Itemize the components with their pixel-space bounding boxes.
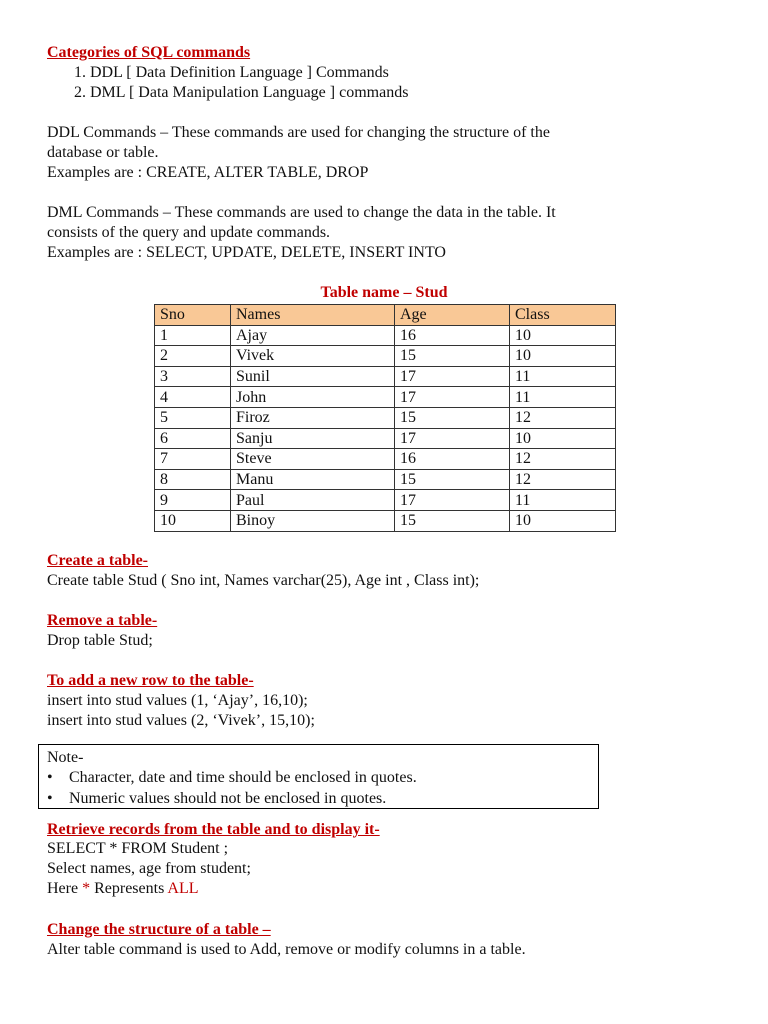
cell-sno: 7 [155,449,231,470]
cell-sno: 3 [155,366,231,387]
cell-name: Steve [231,449,395,470]
categories-heading: Categories of SQL commands [47,44,251,61]
cell-name: Binoy [231,510,395,531]
note-bullet-item [47,768,417,788]
asterisk-text: * [82,880,91,897]
ddl-description-line1: DDL Commands – These commands are used for changing the structure of the [47,124,550,141]
cell-sno: 4 [155,387,231,408]
cell-age: 17 [395,428,510,449]
table-row [155,490,616,511]
table-row [155,346,616,367]
remove-table-heading: Remove a table- [47,612,158,629]
cell-name: Firoz [231,407,395,428]
ddl-examples: Examples are : CREATE, ALTER TABLE, DROP [47,164,369,181]
note-box [38,744,599,809]
column-header-class: Class [510,305,616,326]
all-text: ALL [167,880,199,897]
cell-age: 15 [395,469,510,490]
bullet-icon: • [47,769,53,786]
retrieve-heading: Retrieve records from the table and to display it- [47,821,380,838]
note-bullet-item [47,789,386,809]
cell-class: 10 [510,325,616,346]
ddl-description-line2: database or table. [47,144,159,161]
cell-class: 12 [510,449,616,470]
table-row [155,428,616,449]
cell-sno: 5 [155,407,231,428]
cell-age: 15 [395,346,510,367]
cell-age: 17 [395,366,510,387]
here-text: Here [47,880,83,897]
cell-name: Paul [231,490,395,511]
cell-sno: 1 [155,325,231,346]
column-header-names: Names [231,305,395,326]
cell-sno: 10 [155,510,231,531]
table-row [155,387,616,408]
note-title: Note- [47,749,84,766]
cell-age: 16 [395,325,510,346]
cell-age: 17 [395,387,510,408]
alter-description: Alter table command is used to Add, remove or modify columns in a table. [47,941,526,958]
cell-class: 10 [510,346,616,367]
cell-sno: 9 [155,490,231,511]
retrieve-code-line1: SELECT * FROM Student ; [47,840,229,857]
retrieve-note-line [47,879,199,899]
cell-class: 10 [510,428,616,449]
category-item-ddl: 1. DDL [ Data Definition Language ] Commands [74,64,389,81]
table-row [155,449,616,470]
cell-sno: 2 [155,346,231,367]
stud-table [154,304,616,532]
cell-class: 12 [510,469,616,490]
note-bullet-text: Numeric values should not be enclosed in quotes. [69,790,387,807]
table-header-row [155,305,616,326]
column-header-age: Age [395,305,510,326]
cell-sno: 6 [155,428,231,449]
cell-name: Manu [231,469,395,490]
table-row [155,325,616,346]
cell-class: 10 [510,510,616,531]
dml-examples: Examples are : SELECT, UPDATE, DELETE, INSERT INTO [47,244,446,261]
note-bullet-text: Character, date and time should be enclosed in quotes. [69,769,417,786]
bullet-icon: • [47,790,53,807]
retrieve-code-line2: Select names, age from student; [47,860,251,877]
cell-name: Ajay [231,325,395,346]
alter-heading: Change the structure of a table – [47,921,271,938]
cell-age: 15 [395,407,510,428]
create-table-heading: Create a table- [47,552,148,569]
represents-text: Represents [90,880,168,897]
insert-code-line1: insert into stud values (1, ‘Ajay’, 16,10); [47,692,308,709]
insert-code-line2: insert into stud values (2, ‘Vivek’, 15,10); [47,712,315,729]
table-caption: Table name – Stud [320,284,448,301]
cell-class: 12 [510,407,616,428]
cell-age: 16 [395,449,510,470]
column-header-sno: Sno [155,305,231,326]
table-row [155,510,616,531]
table-row [155,407,616,428]
category-item-dml: 2. DML [ Data Manipulation Language ] commands [74,84,409,101]
cell-name: Vivek [231,346,395,367]
table-row [155,366,616,387]
create-table-code: Create table Stud ( Sno int, Names varchar(25), Age int , Class int); [47,572,480,589]
dml-description-line2: consists of the query and update commands. [47,224,331,241]
cell-age: 17 [395,490,510,511]
cell-age: 15 [395,510,510,531]
cell-name: Sanju [231,428,395,449]
insert-row-heading: To add a new row to the table- [47,672,254,689]
cell-name: John [231,387,395,408]
cell-class: 11 [510,387,616,408]
table-row [155,469,616,490]
cell-class: 11 [510,490,616,511]
cell-name: Sunil [231,366,395,387]
dml-description-line1: DML Commands – These commands are used to change the data in the table. It [47,204,556,221]
remove-table-code: Drop table Stud; [47,632,153,649]
cell-sno: 8 [155,469,231,490]
cell-class: 11 [510,366,616,387]
